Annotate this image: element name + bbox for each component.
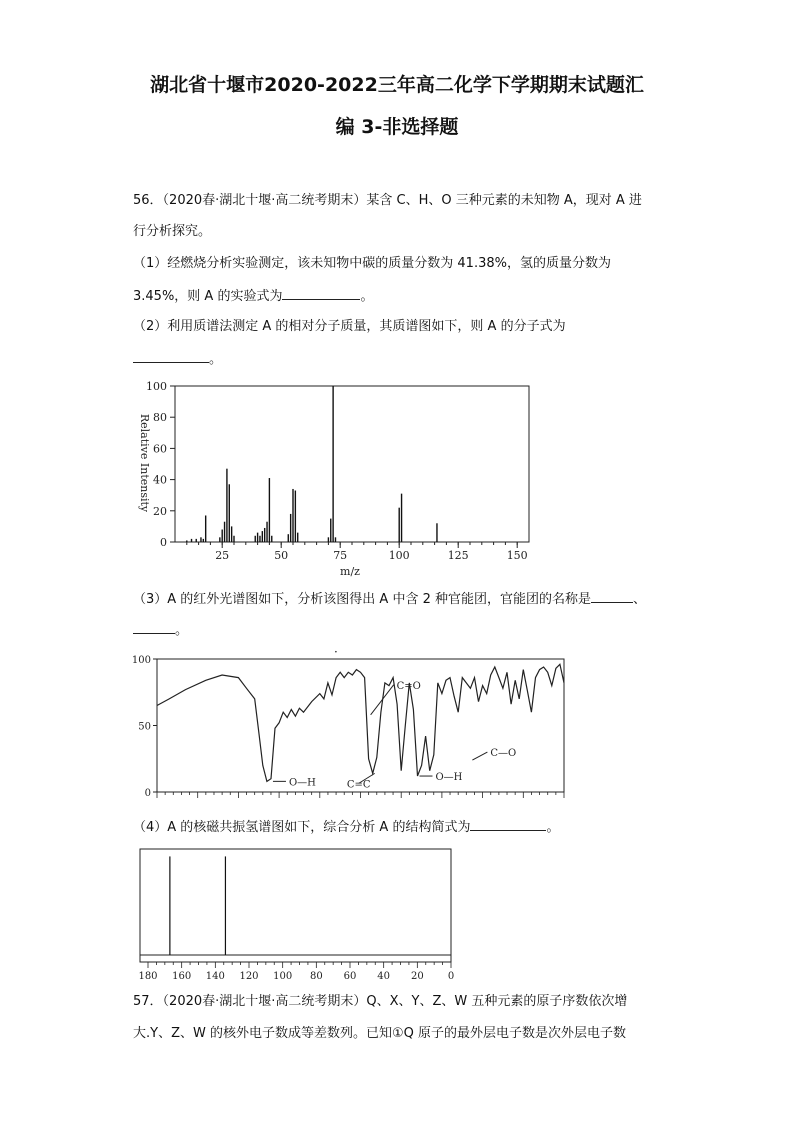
q56-part2-line-2 (133, 349, 222, 369)
nmr-x-tick-label: 20 (410, 971, 424, 982)
nmr-x-tick-label: 80 (309, 971, 323, 982)
q56-part4-text: （4）A 的核磁共振氢谱图如下，综合分析 A 的结构简式为 (133, 820, 471, 835)
ir-y-tick-label: 50 (138, 721, 151, 733)
q56-part3-line-1 (133, 589, 646, 609)
ir-spectrum-chart (130, 645, 574, 805)
ir-annotation-label: O—H (288, 777, 316, 789)
nmr-x-tick-label: 120 (239, 971, 259, 982)
answer-blank-2[interactable] (133, 349, 209, 363)
q56-part3-text: （3）A 的红外光谱图如下，分析该图得出 A 中含 2 种官能团，官能团的名称是 (133, 592, 591, 607)
q56-part2-end: 。 (209, 352, 223, 367)
ms-x-tick-label: 100 (388, 549, 410, 562)
q57-line-1: 57．（2020春·湖北十堰·高二统考期末）Q、X、Y、Z、W 五种元素的原子序数依次增 (133, 994, 628, 1009)
answer-blank-3[interactable] (591, 589, 633, 603)
nmr-x-tick-label: 60 (343, 971, 357, 982)
q56-stem-line-2: 行分析探究。 (133, 224, 212, 239)
q56-part4-end: 。 (546, 820, 560, 835)
ms-y-tick-label: 80 (153, 411, 167, 425)
ir-annotation-label: C—O (490, 748, 517, 760)
nmr-x-tick-label: 160 (172, 971, 192, 982)
q56-part3-line-2 (133, 620, 188, 640)
ms-x-tick-label: 50 (274, 549, 289, 562)
ir-annotation-leader (371, 685, 394, 715)
ir-frame (157, 659, 564, 792)
ms-y-tick-label: 60 (153, 442, 167, 456)
q57-line-2: 大.Y、Z、W 的核外电子数成等差数列。已知①Q 原子的最外层电子数是次外层电子数 (133, 1026, 626, 1041)
q56-part3-sep: 、 (633, 592, 647, 607)
page-title-line-1: 湖北省十堰市2020-2022三年高二化学下学期期末试题汇 (150, 74, 644, 96)
ir-annotation-leader (472, 752, 487, 760)
answer-blank-5[interactable] (470, 817, 546, 831)
mass-spectrum-chart (130, 378, 540, 580)
nmr-frame (140, 849, 451, 962)
ms-frame (175, 386, 529, 542)
ms-x-tick-label: 75 (333, 549, 348, 562)
ms-x-tick-label: 125 (447, 549, 469, 562)
ir-annotation-label: O—H (435, 772, 463, 784)
ms-x-tick-label: 25 (215, 549, 230, 562)
q56-stem-line-1: 56．（2020春·湖北十堰·高二统考期末）某含 C、H、O 三种元素的未知物 A，现对 A 进 (133, 193, 642, 208)
q56-part1-line-1: （1）经燃烧分析实验测定，该未知物中碳的质量分数为 41.38%，氢的质量分数为 (133, 256, 611, 271)
q56-part4-line (133, 817, 559, 837)
q56-part1-line-2 (133, 286, 373, 306)
ir-annotation-label: C=C (346, 779, 371, 791)
nmr-x-tick-label: 140 (205, 971, 225, 982)
page-title-line-2: 编 3-非选择题 (335, 116, 459, 138)
ir-y-tick-label: 0 (144, 788, 151, 799)
ms-y-tick-label: 40 (153, 473, 167, 487)
nmr-x-tick-label: 0 (447, 971, 455, 982)
ms-x-tick-label: 150 (506, 549, 528, 562)
ms-y-tick-label: 0 (160, 536, 167, 549)
ir-annotation-label: C=O (396, 680, 421, 692)
q56-part1-end: 。 (360, 289, 374, 304)
q56-part2-line-1: （2）利用质谱法测定 A 的相对分子质量，其质谱图如下，则 A 的分子式为 (133, 319, 566, 334)
ms-y-axis-label: Relative Intensity (138, 413, 151, 513)
answer-blank-4[interactable] (133, 620, 175, 634)
nmr-x-tick-label: 100 (273, 971, 293, 982)
nmr-x-tick-label: 180 (138, 971, 158, 982)
answer-blank-1[interactable] (282, 286, 360, 300)
ms-x-axis-label: m/z (340, 565, 360, 578)
q56-part1-text: 3.45%，则 A 的实验式为 (133, 289, 283, 304)
ms-y-tick-label: 100 (146, 380, 167, 393)
q56-part3-end: 。 (175, 623, 189, 638)
nmr-spectrum-chart (130, 845, 460, 985)
nmr-x-tick-label: 40 (377, 971, 391, 982)
ir-y-tick-label: 100 (131, 655, 151, 666)
ir-top-mark: · (334, 645, 338, 659)
ms-y-tick-label: 20 (153, 504, 167, 518)
